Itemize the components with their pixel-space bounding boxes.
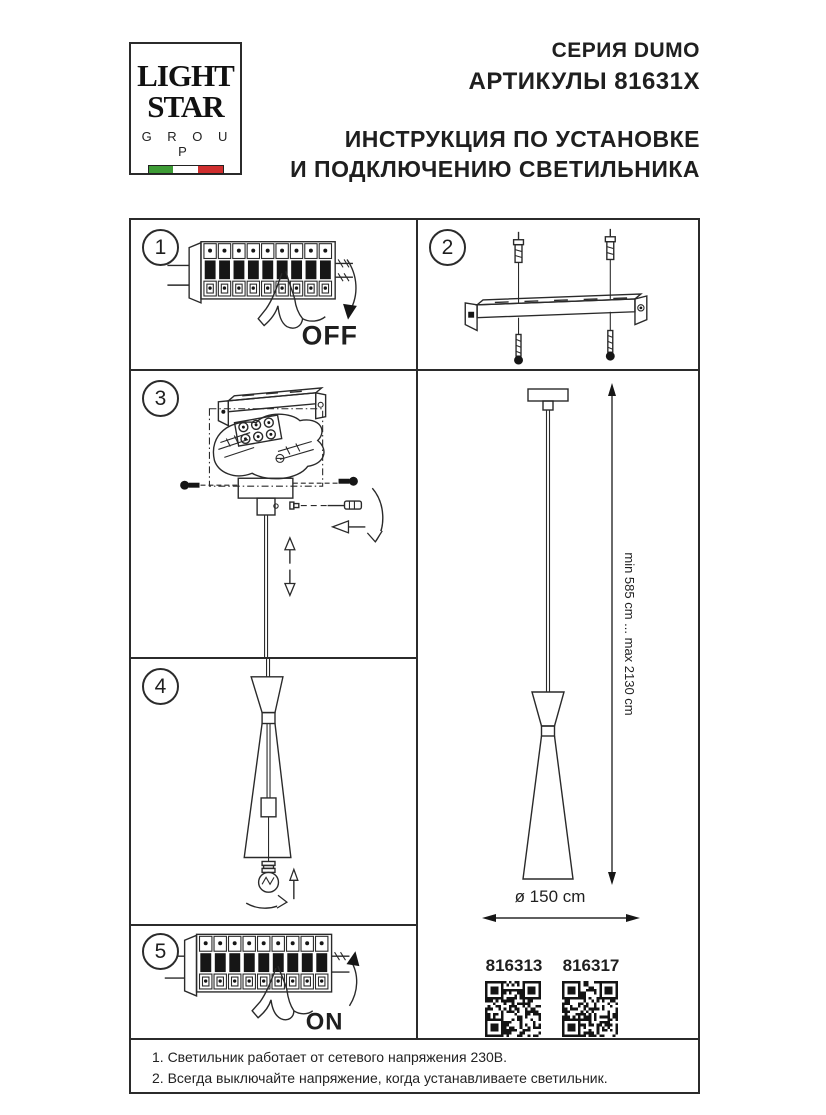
off-label: OFF <box>301 320 358 351</box>
instruction-grid <box>129 218 700 1040</box>
instruction-title <box>290 124 700 184</box>
qr-code-816317 <box>562 981 618 1037</box>
step1-number: 1 <box>142 229 179 266</box>
dowel-left <box>514 232 524 303</box>
step5-number: 5 <box>142 933 179 970</box>
footer-note-1: 1. Светильник работает от сетевого напряжения 230В. <box>152 1049 508 1065</box>
dowel-right <box>605 229 615 299</box>
logo-star: STAR <box>147 89 224 124</box>
step2-panel <box>418 220 698 371</box>
step4-number: 4 <box>142 668 179 705</box>
screw-left <box>514 318 523 365</box>
instruction-title-line2: И ПОДКЛЮЧЕНИЮ СВЕТИЛЬНИКА <box>290 156 700 182</box>
pendant-lamp-drawing <box>418 371 698 1038</box>
height-dimension-label: min 585 cm ... max 2130 cm <box>622 552 637 716</box>
series-title: СЕРИЯ DUMO <box>551 39 700 62</box>
logo-group: G R O U P <box>141 129 234 159</box>
qr-code-816313 <box>485 981 541 1037</box>
step3-number: 3 <box>142 380 179 417</box>
diameter-label: ø 150 cm <box>514 887 586 906</box>
step2-number: 2 <box>429 229 466 266</box>
diagram-panel <box>418 371 698 1038</box>
lightstar-logo <box>129 42 242 175</box>
step1-panel <box>131 220 418 371</box>
article-code-2: 816317 <box>562 956 620 975</box>
article-code-1: 816313 <box>485 956 543 975</box>
instruction-title-line1: ИНСТРУКЦИЯ ПО УСТАНОВКЕ <box>344 126 700 152</box>
step3-panel <box>131 371 418 659</box>
footer-note-2: 2. Всегда выключайте напряжение, когда устанавливаете светильник. <box>152 1070 608 1086</box>
screw-right <box>606 312 615 361</box>
footer-notes <box>129 1040 700 1094</box>
wiring-drawing <box>131 371 416 657</box>
step5-panel <box>131 926 418 1038</box>
header <box>290 36 700 184</box>
logo-light: LIGHT <box>137 58 234 93</box>
on-label: ON <box>305 1008 344 1036</box>
italy-flag-icon <box>148 165 224 174</box>
articles-title: АРТИКУЛЫ 81631X <box>468 68 700 95</box>
step4-panel <box>131 659 418 926</box>
